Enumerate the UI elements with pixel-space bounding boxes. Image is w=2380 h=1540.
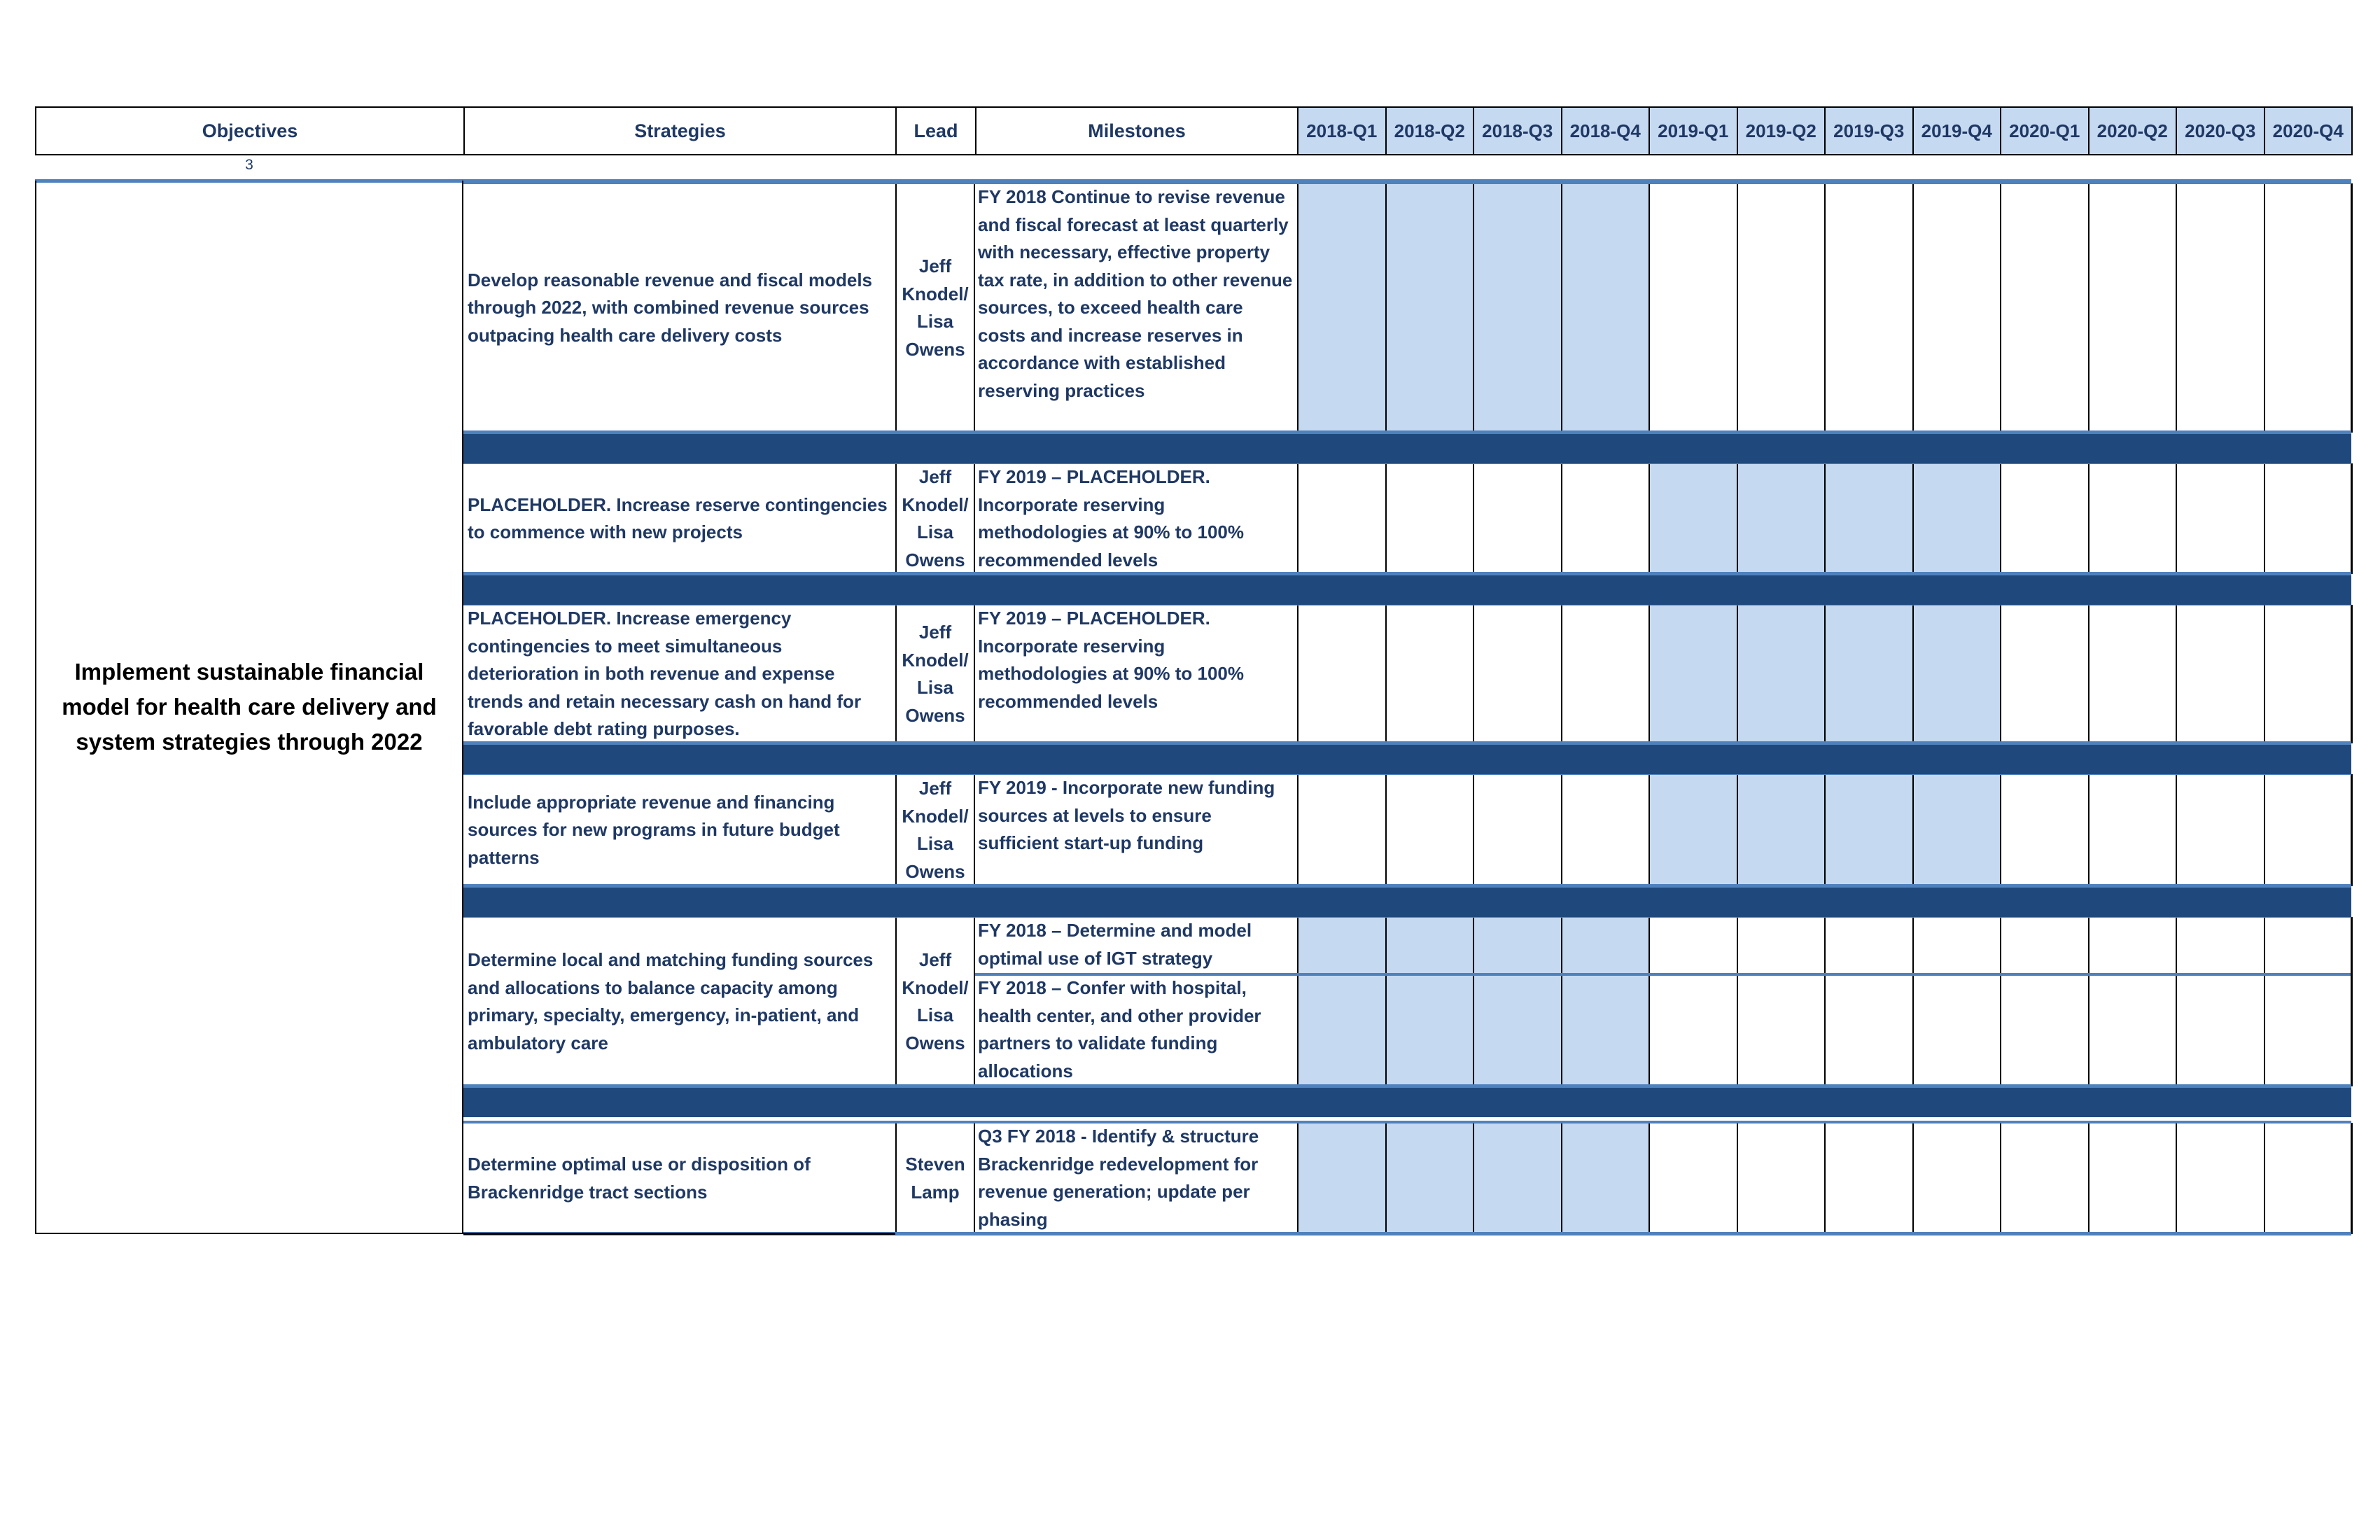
quarter-header-2018-Q4: 2018-Q4 — [1561, 106, 1651, 155]
quarter-cell-2018-Q4 — [1561, 463, 1650, 574]
quarter-cell-2019-Q4 — [1912, 183, 2001, 433]
quarter-header-2020-Q2: 2020-Q2 — [2088, 106, 2178, 155]
quarter-cell-2020-Q4 — [2264, 463, 2353, 574]
quarter-cell-2018-Q1 — [1297, 183, 1386, 433]
milestone-cell: FY 2018 – Confer with hospital, health center, and other provider partners to validate funding allocations — [978, 977, 1261, 1082]
quarter-cell-2019-Q1 — [1648, 974, 1737, 1086]
quarter-cell-2019-Q3 — [1824, 605, 1913, 743]
quarter-cell-2020-Q3 — [2176, 974, 2264, 1086]
milestone-cell: Q3 FY 2018 - Identify & structure Brackenridge redevelopment for revenue generation; update per phasing — [978, 1126, 1259, 1230]
quarter-cell-2018-Q4 — [1561, 605, 1650, 743]
milestone-cell: FY 2019 – PLACEHOLDER. Incorporate reserving methodologies at 90% to 100% recommended levels — [978, 466, 1244, 570]
quarter-cell-2018-Q1 — [1297, 605, 1386, 743]
quarter-cell-2019-Q4 — [1912, 974, 2001, 1086]
quarter-cell-2018-Q3 — [1473, 917, 1562, 974]
quarter-cell-2020-Q1 — [2000, 774, 2089, 886]
milestone-divider — [975, 973, 2351, 976]
quarter-cell-2018-Q2 — [1385, 1123, 1474, 1234]
quarter-cell-2018-Q2 — [1385, 917, 1474, 974]
grid-right-edge — [2351, 463, 2353, 574]
lead-cell: Jeff Knodel/ Lisa Owens — [895, 605, 975, 743]
quarter-cell-2020-Q3 — [2176, 774, 2264, 886]
separator-band — [463, 888, 2351, 917]
quarter-cell-2020-Q2 — [2088, 463, 2177, 574]
milestone-cell: FY 2019 - Incorporate new funding sources at levels to ensure sufficient start-up funding — [978, 777, 1275, 853]
strategy-cell: Include appropriate revenue and financing sources for new programs in future budget patterns — [468, 791, 840, 868]
milestone-cell: FY 2019 – PLACEHOLDER. Incorporate reserving methodologies at 90% to 100% recommended levels — [978, 608, 1244, 712]
quarter-cell-2019-Q3 — [1824, 974, 1913, 1086]
strategy-cell: Determine optimal use or disposition of Brackenridge tract sections — [468, 1154, 811, 1203]
quarter-cell-2018-Q1 — [1297, 1123, 1386, 1234]
quarter-cell-2019-Q3 — [1824, 183, 1913, 433]
quarter-header-2019-Q1: 2019-Q1 — [1648, 106, 1738, 155]
milestone-cell: FY 2018 Continue to revise revenue and fiscal forecast at least quarterly with necessary, effective property tax rate, in addition to other revenue sources, to exceed health care costs and increase reserves in accordance with established reserving practices — [978, 186, 1293, 401]
row-top-line — [463, 1121, 2351, 1124]
quarter-cell-2019-Q2 — [1737, 463, 1826, 574]
quarter-cell-2018-Q4 — [1561, 183, 1650, 433]
quarter-cell-2020-Q2 — [2088, 605, 2177, 743]
strategy-cell: Develop reasonable revenue and fiscal models through 2022, with combined revenue sources outpacing health care delivery costs — [468, 269, 873, 346]
quarter-cell-2019-Q2 — [1737, 605, 1826, 743]
quarter-cell-2020-Q3 — [2176, 1123, 2264, 1234]
quarter-cell-2018-Q4 — [1561, 1123, 1650, 1234]
objective-cell: Implement sustainable financial model for health care delivery and system strategies through 2022 — [35, 181, 463, 1234]
quarter-cell-2020-Q2 — [2088, 917, 2177, 974]
quarter-header-2018-Q3: 2018-Q3 — [1473, 106, 1562, 155]
quarter-cell-2020-Q1 — [2000, 1123, 2089, 1234]
quarter-cell-2020-Q4 — [2264, 974, 2353, 1086]
quarter-cell-2020-Q1 — [2000, 463, 2089, 574]
separator-band — [463, 434, 2351, 463]
quarter-cell-2018-Q3 — [1473, 605, 1562, 743]
grid-right-edge — [2351, 774, 2353, 886]
quarter-cell-2018-Q4 — [1561, 917, 1650, 974]
quarter-cell-2020-Q3 — [2176, 605, 2264, 743]
grid-right-edge — [2351, 1123, 2353, 1234]
lead-cell: Jeff Knodel/ Lisa Owens — [895, 774, 975, 886]
quarter-cell-2019-Q1 — [1648, 463, 1737, 574]
quarter-cell-2019-Q1 — [1648, 917, 1737, 974]
quarter-cell-2020-Q3 — [2176, 463, 2264, 574]
quarter-cell-2020-Q1 — [2000, 183, 2089, 433]
quarter-cell-2018-Q2 — [1385, 463, 1474, 574]
strategy-cell: Determine local and matching funding sources and allocations to balance capacity among primary, specialty, emergency, in-patient, and ambulatory care — [468, 949, 874, 1054]
quarter-cell-2018-Q2 — [1385, 183, 1474, 433]
quarter-header-2020-Q3: 2020-Q3 — [2176, 106, 2265, 155]
table-bottom-line — [463, 1233, 895, 1235]
grid-right-edge — [2351, 183, 2353, 433]
quarter-cell-2019-Q2 — [1737, 917, 1826, 974]
quarter-cell-2020-Q2 — [2088, 974, 2177, 1086]
quarter-cell-2019-Q2 — [1737, 183, 1826, 433]
quarter-cell-2019-Q3 — [1824, 774, 1913, 886]
quarter-cell-2020-Q2 — [2088, 1123, 2177, 1234]
lead-header: Lead — [895, 106, 976, 155]
objectives-header: Objectives — [35, 106, 465, 155]
separator-band — [463, 745, 2351, 774]
strategy-cell: PLACEHOLDER. Increase reserve contingencies to commence with new projects — [468, 493, 888, 542]
quarter-cell-2018-Q2 — [1385, 605, 1474, 743]
row-top-line — [463, 181, 2351, 184]
milestone-cell: FY 2018 – Determine and model optimal use of IGT strategy — [978, 920, 1252, 969]
quarter-cell-2019-Q4 — [1912, 774, 2001, 886]
separator-band — [463, 1088, 2351, 1117]
quarter-header-2020-Q1: 2020-Q1 — [2000, 106, 2090, 155]
strategy-cell: PLACEHOLDER. Increase emergency contingencies to meet simultaneous deterioration in both revenue and expense trends and retain necessary cash on hand for favorable debt rating purposes. — [468, 608, 862, 740]
quarter-cell-2019-Q4 — [1912, 917, 2001, 974]
quarter-header-2018-Q2: 2018-Q2 — [1385, 106, 1475, 155]
quarter-cell-2019-Q2 — [1737, 1123, 1826, 1234]
quarter-header-2018-Q1: 2018-Q1 — [1297, 106, 1387, 155]
quarter-cell-2019-Q1 — [1648, 774, 1737, 886]
quarter-header-2019-Q4: 2019-Q4 — [1912, 106, 2002, 155]
quarter-cell-2020-Q3 — [2176, 917, 2264, 974]
milestones-header: Milestones — [975, 106, 1298, 155]
quarter-cell-2019-Q4 — [1912, 1123, 2001, 1234]
quarter-cell-2020-Q1 — [2000, 917, 2089, 974]
quarter-cell-2019-Q3 — [1824, 1123, 1913, 1234]
quarter-cell-2019-Q2 — [1737, 974, 1826, 1086]
quarter-cell-2019-Q3 — [1824, 463, 1913, 574]
quarter-header-2019-Q2: 2019-Q2 — [1737, 106, 1826, 155]
quarter-cell-2020-Q1 — [2000, 974, 2089, 1086]
quarter-header-2020-Q4: 2020-Q4 — [2264, 106, 2353, 155]
quarter-cell-2018-Q3 — [1473, 974, 1562, 1086]
quarter-cell-2018-Q3 — [1473, 1123, 1562, 1234]
quarter-cell-2018-Q3 — [1473, 183, 1562, 433]
grid-right-edge — [2351, 917, 2353, 1086]
lead-cell: Steven Lamp — [895, 1123, 975, 1234]
quarter-cell-2018-Q4 — [1561, 974, 1650, 1086]
grid-right-edge — [2351, 605, 2353, 743]
quarter-cell-2019-Q3 — [1824, 917, 1913, 974]
quarter-cell-2020-Q4 — [2264, 917, 2353, 974]
quarter-cell-2018-Q2 — [1385, 774, 1474, 886]
quarter-cell-2020-Q4 — [2264, 1123, 2353, 1234]
strategies-header: Strategies — [463, 106, 897, 155]
quarter-cell-2020-Q3 — [2176, 183, 2264, 433]
quarter-cell-2018-Q1 — [1297, 974, 1386, 1086]
quarter-cell-2018-Q1 — [1297, 463, 1386, 574]
quarter-cell-2018-Q1 — [1297, 774, 1386, 886]
lead-cell: Jeff Knodel/ Lisa Owens — [895, 463, 975, 574]
separator-band — [463, 575, 2351, 605]
quarter-cell-2019-Q4 — [1912, 463, 2001, 574]
quarter-cell-2020-Q4 — [2264, 774, 2353, 886]
quarter-cell-2020-Q2 — [2088, 183, 2177, 433]
quarter-cell-2019-Q1 — [1648, 605, 1737, 743]
quarter-cell-2020-Q2 — [2088, 774, 2177, 886]
quarter-cell-2019-Q2 — [1737, 774, 1826, 886]
quarter-cell-2018-Q4 — [1561, 774, 1650, 886]
quarter-cell-2018-Q1 — [1297, 917, 1386, 974]
quarter-cell-2019-Q1 — [1648, 1123, 1737, 1234]
quarter-cell-2020-Q4 — [2264, 183, 2353, 433]
quarter-cell-2019-Q1 — [1648, 183, 1737, 433]
quarter-header-2019-Q3: 2019-Q3 — [1824, 106, 1914, 155]
quarter-cell-2020-Q4 — [2264, 605, 2353, 743]
quarter-cell-2020-Q1 — [2000, 605, 2089, 743]
quarter-cell-2018-Q2 — [1385, 974, 1474, 1086]
lead-cell: Jeff Knodel/ Lisa Owens — [895, 917, 975, 1086]
quarter-cell-2018-Q3 — [1473, 463, 1562, 574]
objective-number: 3 — [245, 157, 253, 173]
quarter-cell-2018-Q3 — [1473, 774, 1562, 886]
lead-cell: Jeff Knodel/ Lisa Owens — [895, 183, 975, 433]
quarter-cell-2019-Q4 — [1912, 605, 2001, 743]
